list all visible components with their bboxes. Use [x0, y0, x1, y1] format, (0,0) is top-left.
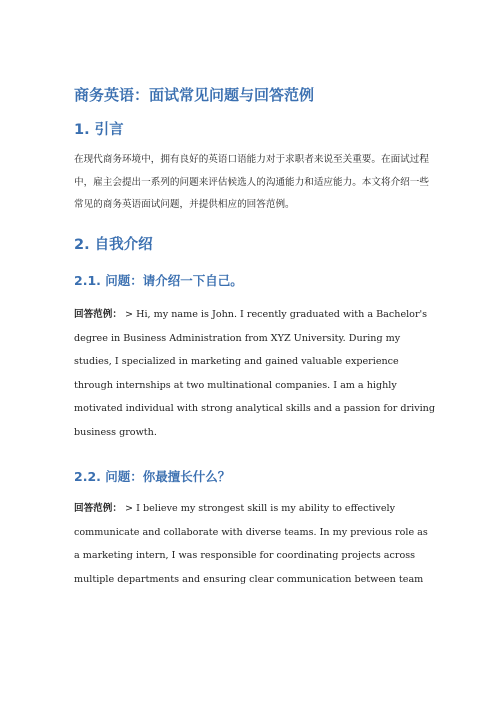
- subsection-heading-question-2: 2.2. 问题：你最擅长什么？: [74, 469, 231, 484]
- section-heading-introduction: 1. 引言: [74, 122, 124, 138]
- answer-label: 回答范例：: [74, 309, 122, 320]
- answer-label: 回答范例：: [74, 503, 122, 514]
- subsection-heading-question-1: 2.1. 问题：请介绍一下自己。: [74, 273, 243, 288]
- answer-text: > Hi, my name is John. I recently graduated with a Bachelor's degree in Business Administration from XYZ University. During my studies, I specialized in marketing and gained valuable experience through internships at two multinational companies. I am a highly motivated individual with strong analytical skills and a passion for driving business growth.: [74, 309, 435, 438]
- introduction-paragraph: 在现代商务环境中，拥有良好的英语口语能力对于求职者来说至关重要。在面试过程中，雇主会提出一系列的问题来评估候选人的沟通能力和适应能力。本文将介绍一些常见的商务英语面试问题，并提供相应的回答范例。: [74, 154, 429, 210]
- section-heading-self-introduction: 2. 自我介绍: [74, 237, 153, 253]
- answer-text: > I believe my strongest skill is my ability to effectively communicate and collaborate with diverse teams. In my previous role as a marketing intern, I was responsible for coordinating projects across multiple departments and ensuring clear communication between team: [74, 503, 428, 585]
- document-title: 商务英语：面试常见问题与回答范例: [74, 86, 315, 104]
- answer-paragraph-1: [74, 303, 436, 444]
- answer-paragraph-2: [74, 497, 436, 591]
